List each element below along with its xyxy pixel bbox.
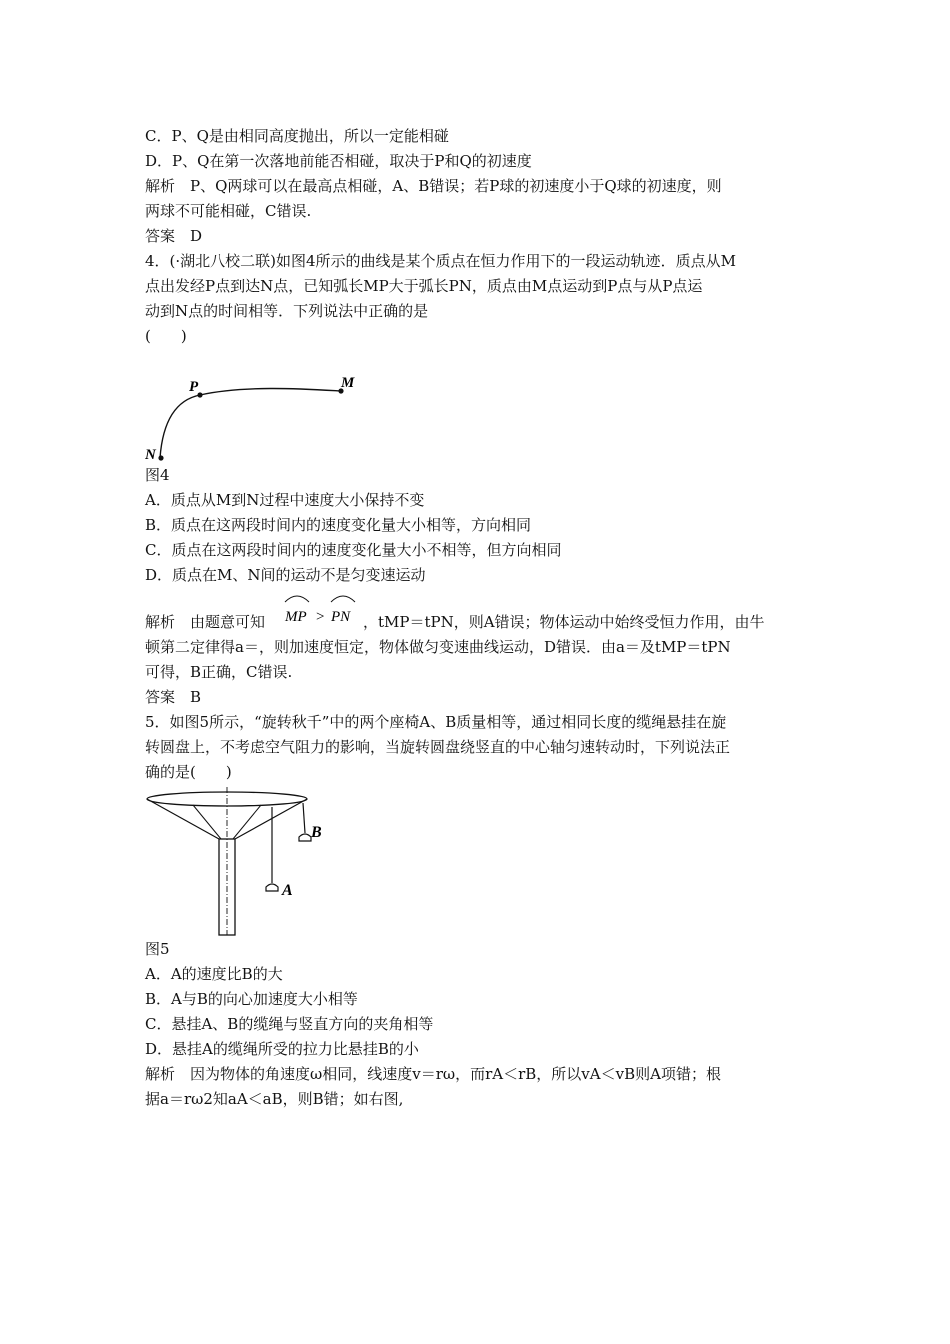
swing-diagram [145, 787, 345, 937]
question-5-line3: 确的是( ) [145, 763, 232, 781]
figure-5-caption: 图5 [145, 940, 170, 958]
label-p: P [189, 379, 199, 395]
question-4-bracket: ( ) [145, 327, 187, 345]
arc-mark-pn [331, 596, 355, 602]
support-line-inner-left [193, 805, 221, 839]
question-4-line1: 4．(·湖北八校二联)如图4所示的曲线是某个质点在恒力作用下的一段运动轨迹．质点从M [145, 252, 736, 270]
option-c-q3: C．P、Q是由相同高度抛出，所以一定能相碰 [145, 127, 449, 145]
option-a-q5: A．A的速度比B的大 [145, 965, 283, 983]
analysis-q4-line3: 可得，B正确，C错误. [145, 663, 293, 681]
trajectory-curve [160, 389, 341, 459]
seat-b [299, 834, 311, 841]
arc-mark-mp [285, 596, 309, 602]
option-b-q4: B．质点在这两段时间内的速度变化量大小相等，方向相同 [145, 516, 532, 534]
option-d-q5: D．悬挂A的缆绳所受的拉力比悬挂B的小 [145, 1040, 419, 1058]
arc-comparison [283, 588, 357, 634]
rope-b [303, 803, 305, 833]
greater-than-sign: > [316, 609, 325, 625]
option-b-q5: B．A与B的向心加速度大小相等 [145, 990, 358, 1008]
analysis-q4-prefix: 解析 由题意可知 [145, 613, 266, 631]
answer-q3: 答案 D [145, 227, 203, 245]
question-4-line2: 点出发经P点到达N点，已知弧长MP大于弧长PN，质点由M点运动到P点与从P点运 [145, 277, 703, 295]
seat-a [266, 884, 278, 891]
label-n: N [145, 447, 156, 463]
support-line-inner-right [233, 805, 261, 839]
analysis-q4-line2: 顿第二定律得a＝，则加速度恒定，物体做匀变速曲线运动，D错误．由a＝及tMP＝tPN [145, 638, 731, 656]
option-c-q5: C．悬挂A、B的缆绳与竖直方向的夹角相等 [145, 1015, 434, 1033]
figure-4 [145, 351, 375, 463]
point-p [197, 392, 202, 397]
analysis-q4-line1 [145, 588, 810, 635]
trajectory-diagram [145, 351, 375, 463]
analysis-q4-suffix: ，tMP＝tPN，则A错误；物体运动中始终受恒力作用，由牛 [363, 613, 765, 631]
option-d-q4: D．质点在M、N间的运动不是匀变速运动 [145, 566, 426, 584]
question-4-line3: 动到N点的时间相等．下列说法中正确的是 [145, 302, 429, 320]
answer-q4: 答案 B [145, 688, 202, 706]
arc-mp-label: MP [285, 609, 307, 625]
document-page [145, 124, 810, 1112]
arc-pn-label: PN [331, 609, 351, 625]
figure-5 [145, 787, 345, 937]
analysis-q5-line2: 据a＝rω2知aA＜aB，则B错；如右图, [145, 1090, 404, 1108]
figure-4-caption: 图4 [145, 466, 170, 484]
option-d-q3: D．P、Q在第一次落地前能否相碰，取决于P和Q的初速度 [145, 152, 532, 170]
analysis-q3-line2: 两球不可能相碰，C错误. [145, 202, 312, 220]
analysis-q3-line1: 解析 P、Q两球可以在最高点相碰，A、B错误；若P球的初速度小于Q球的初速度，则 [145, 177, 722, 195]
option-c-q4: C．质点在这两段时间内的速度变化量大小不相等，但方向相同 [145, 541, 562, 559]
label-m: M [341, 375, 355, 391]
question-5-line2: 转圆盘上，不考虑空气阻力的影响，当旋转圆盘绕竖直的中心轴匀速转动时，下列说法正 [145, 738, 731, 756]
point-n [158, 455, 163, 460]
analysis-q5-line1: 解析 因为物体的角速度ω相同，线速度v＝rω，而rA＜rB，所以vA＜vB则A项错；根 [145, 1065, 721, 1083]
question-5-line1: 5．如图5所示，“旋转秋千”中的两个座椅A、B质量相等，通过相同长度的缆绳悬挂在旋 [145, 713, 727, 731]
label-a: A [282, 882, 293, 899]
option-a-q4: A．质点从M到N过程中速度大小保持不变 [145, 491, 425, 509]
label-b: B [311, 824, 322, 841]
